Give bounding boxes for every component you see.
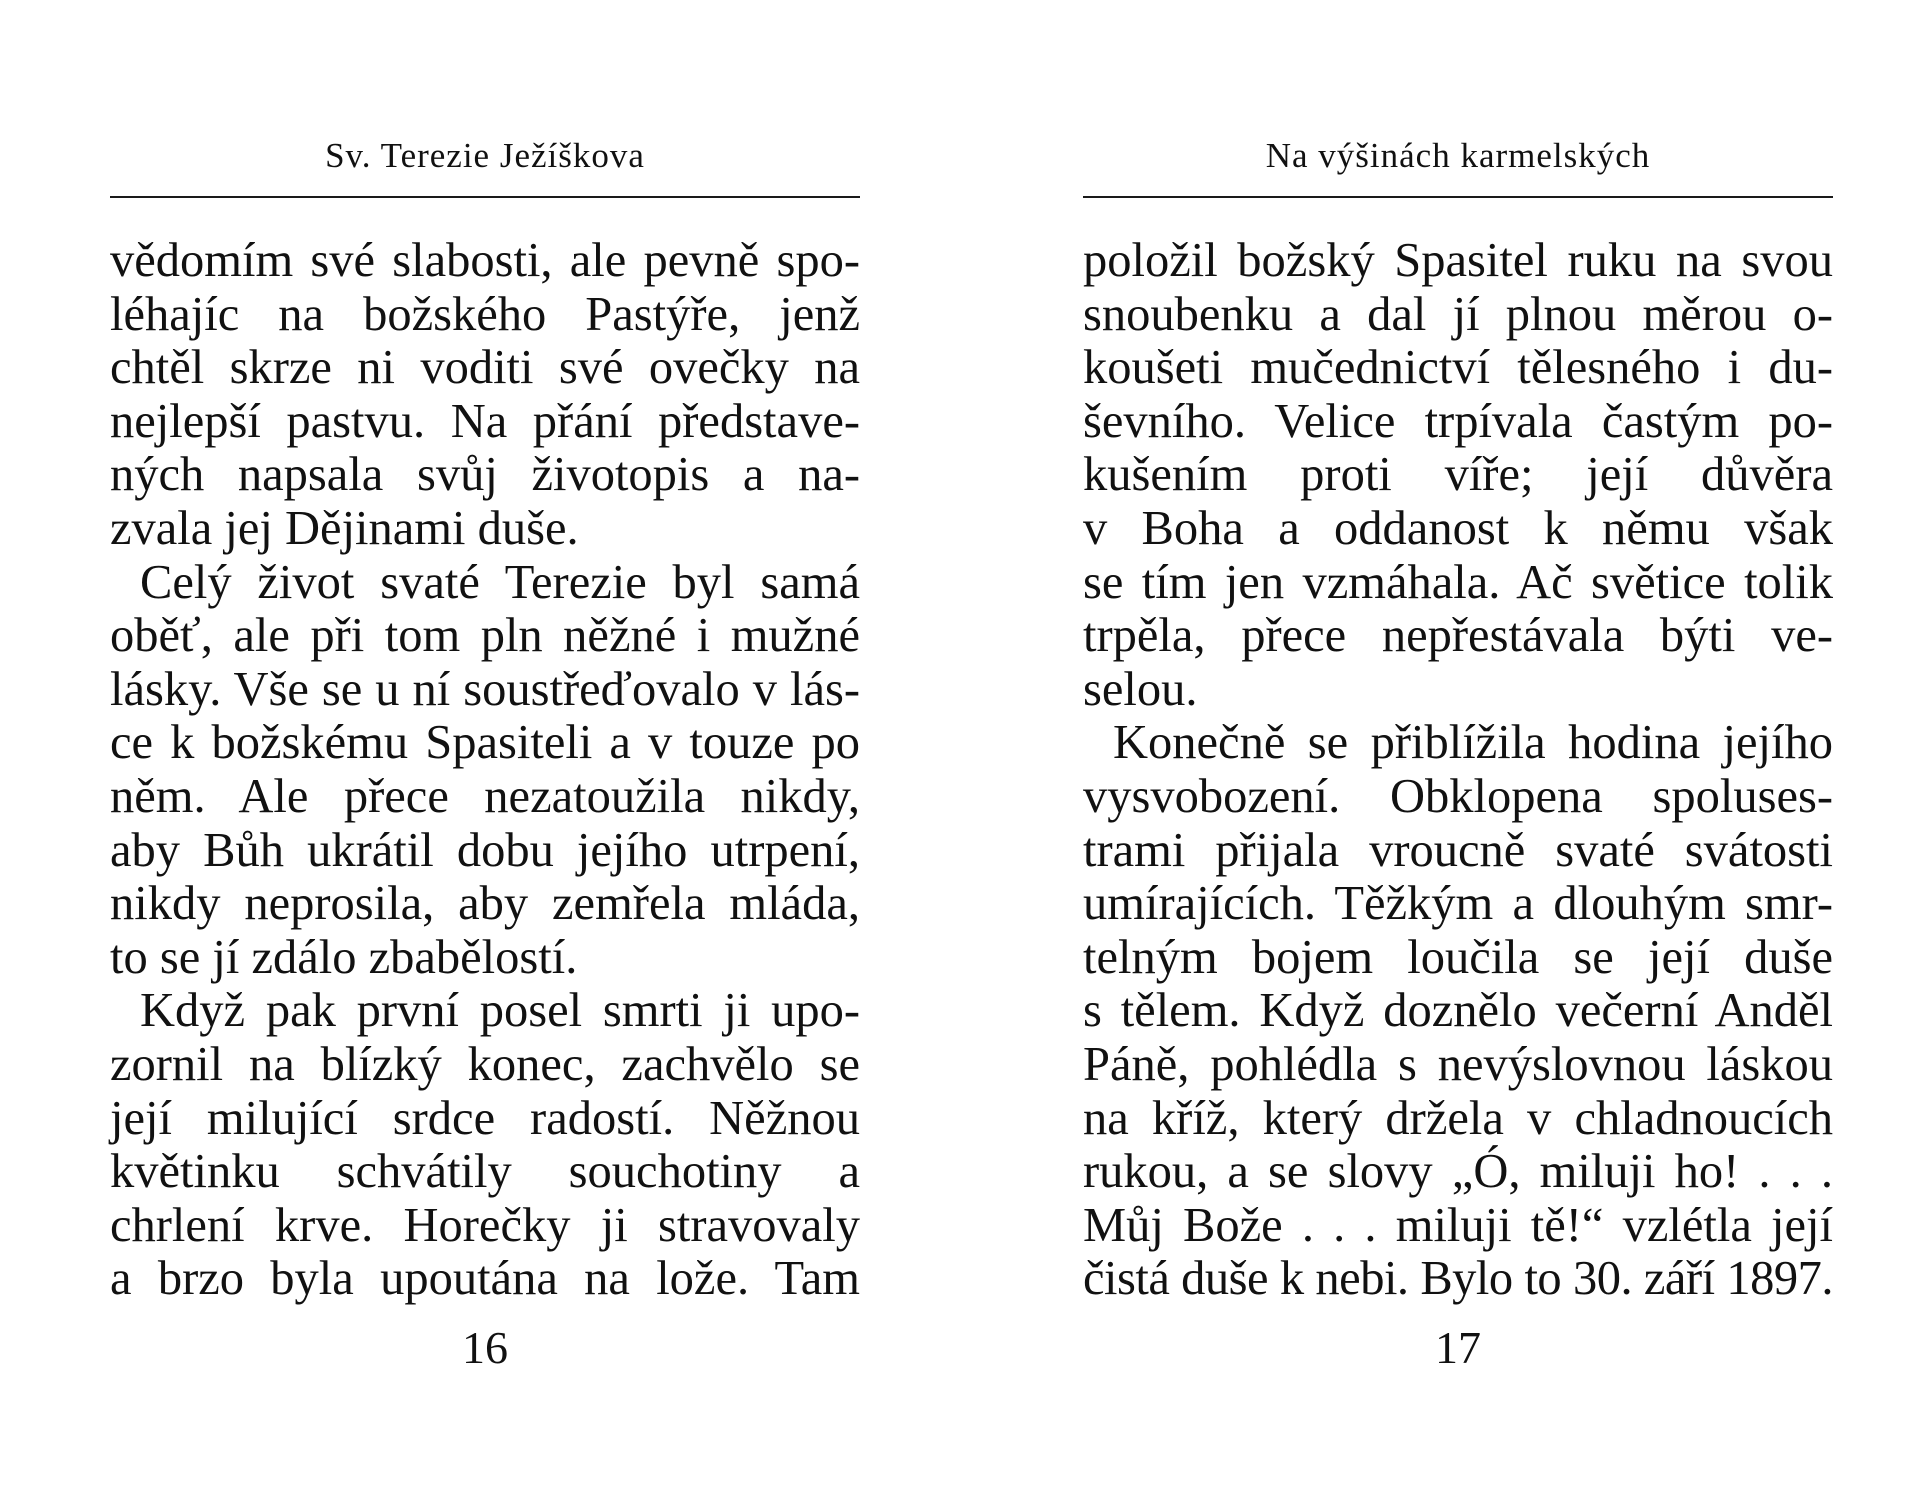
left-running-head: Sv. Terezie Ježíškova — [325, 136, 645, 175]
text-line: něm. Ale přece nezatoužila nikdy, — [110, 769, 860, 823]
left-page-number: 16 — [462, 1322, 508, 1373]
text-line: vysvobození. Obklopena spoluses- — [1083, 769, 1833, 823]
text-line: koušeti mučednictví tělesného i du- — [1083, 341, 1833, 395]
text-line: telným bojem loučila se její duše — [1083, 930, 1833, 984]
right-head-rule — [1083, 196, 1833, 198]
text-line: ševního. Velice trpívala častým po- — [1083, 394, 1833, 448]
text-line: Můj Bože . . . miluji tě!“ vzlétla její — [1083, 1198, 1833, 1252]
right-body-text — [1083, 234, 1833, 1306]
text-line: na kříž, který držela v chladnoucích — [1083, 1091, 1833, 1145]
text-line: květinku schvátily souchotiny a — [110, 1145, 860, 1199]
text-line: vědomím své slabosti, ale pevně spo- — [110, 234, 860, 287]
text-line: nikdy neprosila, aby zemřela mláda, — [110, 877, 860, 931]
text-line: nejlepší pastvu. Na přání představe- — [110, 394, 860, 448]
text-line: s tělem. Když doznělo večerní Anděl — [1083, 984, 1833, 1038]
text-line: chrlení krve. Horečky ji stravovaly — [110, 1198, 860, 1252]
text-line: lásky. Vše se u ní soustřeďovalo v lás- — [110, 662, 860, 716]
text-line: položil božský Spasitel ruku na svou — [1083, 234, 1833, 287]
text-line: aby Bůh ukrátil dobu jejího utrpení, — [110, 823, 860, 877]
right-page-number: 17 — [1435, 1322, 1481, 1373]
text-line: zvala jej Dějinami duše. — [110, 501, 579, 555]
text-line: ce k božskému Spasiteli a v touze po — [110, 716, 860, 770]
text-line: čistá duše k nebi. Bylo to 30. září 1897. — [1083, 1252, 1833, 1306]
text-line: oběť, ale při tom pln něžné i mužné — [110, 609, 860, 663]
text-line: Konečně se přiblížila hodina jejího — [1113, 716, 1833, 770]
right-running-head: Na výšinách karmelských — [1265, 136, 1651, 175]
text-line: její milující srdce radostí. Něžnou — [110, 1091, 860, 1145]
text-line: v Boha a oddanost k němu však — [1083, 501, 1833, 555]
text-line: a brzo byla upoutána na lože. Tam — [110, 1252, 860, 1306]
text-line: trpěla, přece nepřestávala býti ve- — [1083, 609, 1833, 663]
text-line: ných napsala svůj životopis a na- — [110, 448, 860, 502]
left-page — [110, 0, 860, 1500]
text-line: zornil na blízký konec, zachvělo se — [110, 1037, 860, 1091]
text-line: snoubenku a dal jí plnou měrou o- — [1083, 287, 1833, 341]
text-line: léhajíc na božského Pastýře, jenž — [110, 287, 860, 341]
left-body-text — [110, 234, 860, 1306]
text-line: trami přijala vroucně svaté svátosti — [1083, 823, 1833, 877]
text-line: chtěl skrze ni voditi své ovečky na — [110, 341, 860, 395]
text-line: umírajících. Těžkým a dlouhým smr- — [1083, 877, 1833, 931]
text-line: selou. — [1083, 662, 1198, 716]
text-line: se tím jen vzmáhala. Ač světice tolik — [1083, 555, 1833, 609]
text-line: Když pak první posel smrti ji upo- — [140, 984, 860, 1038]
right-page — [1083, 0, 1833, 1500]
text-line: Celý život svaté Terezie byl samá — [140, 555, 860, 609]
text-line: Páně, pohlédla s nevýslovnou láskou — [1083, 1037, 1833, 1091]
text-line: to se jí zdálo zbabělostí. — [110, 930, 578, 984]
text-line: rukou, a se slovy „Ó, miluji ho! . . . — [1083, 1145, 1833, 1199]
left-head-rule — [110, 196, 860, 198]
text-line: kušením proti víře; její důvěra — [1083, 448, 1833, 502]
